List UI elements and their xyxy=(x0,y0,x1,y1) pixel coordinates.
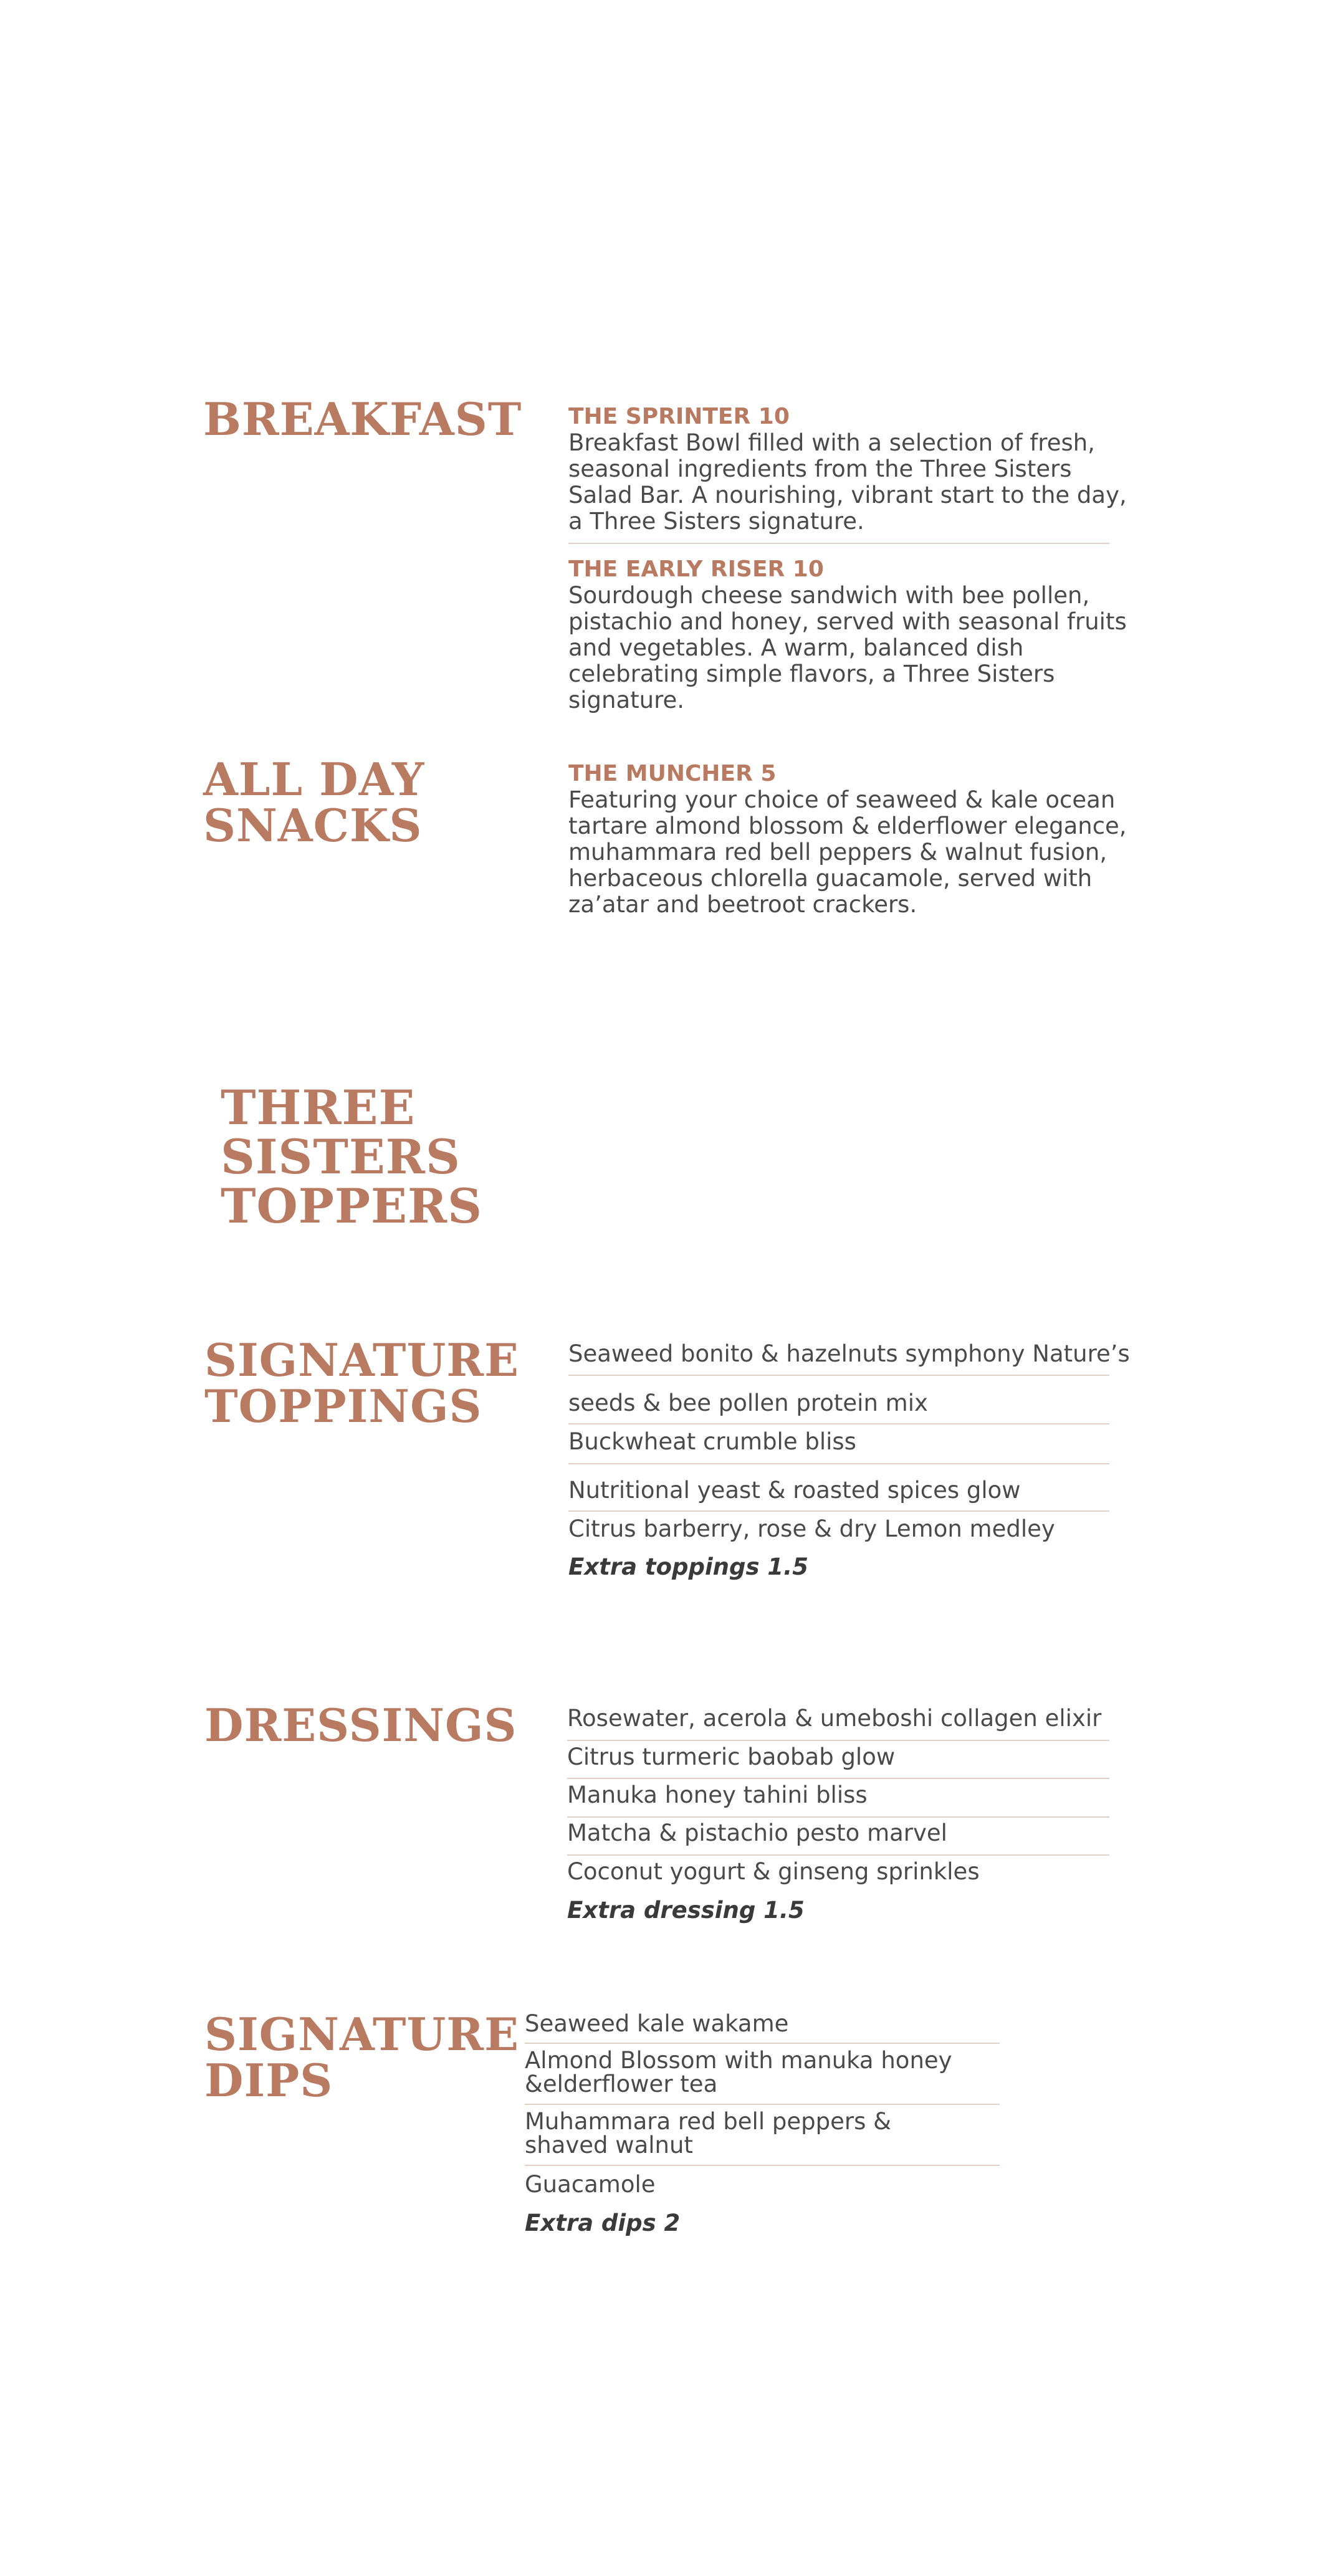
all-day-snacks-heading: ALL DAY SNACKS xyxy=(203,753,425,852)
divider xyxy=(525,2043,1000,2044)
signature-toppings-heading: SIGNATURE TOPPINGS xyxy=(204,1333,519,1433)
item-description: Featuring your choice of seaweed & kale ocean tartare almond blossom & elderflower elegance, muhammara red bell peppers & walnut fusion, herbaceous chlorella guacamole, served with za’atar and beetroot crackers. xyxy=(568,786,1127,918)
breakfast-item-sprinter xyxy=(568,404,1142,535)
divider xyxy=(567,1778,1109,1779)
dip-item: Almond Blossom with manuka honey &elderflower tea xyxy=(525,2047,952,2097)
divider xyxy=(567,1816,1109,1818)
divider xyxy=(525,2165,1000,2166)
breakfast-item-early-riser xyxy=(568,556,1142,713)
topping-item: seeds & bee pollen protein mix xyxy=(568,1390,928,1416)
item-title: THE EARLY RISER 10 xyxy=(568,556,824,582)
item-title: THE SPRINTER 10 xyxy=(568,404,790,429)
extra-dips-price: Extra dips 2 xyxy=(525,2210,681,2236)
breakfast-heading: BREAKFAST xyxy=(203,393,522,446)
divider xyxy=(568,1375,1109,1376)
dip-item: Seaweed kale wakame xyxy=(525,2010,789,2037)
topping-item: Buckwheat crumble bliss xyxy=(568,1428,856,1455)
dressings-heading: DRESSINGS xyxy=(204,1699,517,1752)
dressing-item: Rosewater, acerola & umeboshi collagen elixir xyxy=(567,1705,1102,1732)
divider xyxy=(567,1740,1109,1741)
dip-item: Muhammara red bell peppers & shaved walnut xyxy=(525,2108,891,2159)
topping-item: Citrus barberry, rose & dry Lemon medley xyxy=(568,1515,1055,1542)
dressing-item: Citrus turmeric baobab glow xyxy=(567,1744,896,1770)
three-sisters-toppers-title: THREE SISTERS TOPPERS xyxy=(221,1080,483,1234)
extra-toppings-price: Extra toppings 1.5 xyxy=(568,1553,808,1580)
topping-item: Nutritional yeast & roasted spices glow xyxy=(568,1477,1021,1504)
snack-item-muncher xyxy=(568,761,1148,918)
dressing-item: Coconut yogurt & ginseng sprinkles xyxy=(567,1858,980,1885)
topping-item: Seaweed bonito & hazelnuts symphony Nature’s xyxy=(568,1340,1130,1367)
extra-dressing-price: Extra dressing 1.5 xyxy=(567,1897,805,1924)
divider xyxy=(567,1854,1109,1856)
signature-dips-heading: SIGNATURE DIPS xyxy=(204,2008,519,2107)
divider xyxy=(568,543,1109,544)
dressing-item: Manuka honey tahini bliss xyxy=(567,1782,868,1808)
item-description: Breakfast Bowl filled with a selection of fresh, seasonal ingredients from the Three Sisters Salad Bar. A nourishing, vibrant start to the day, a Three Sisters signature. xyxy=(568,429,1127,535)
divider xyxy=(568,1423,1109,1424)
dip-item: Guacamole xyxy=(525,2171,656,2198)
item-title: THE MUNCHER 5 xyxy=(568,761,777,786)
divider xyxy=(568,1510,1109,1512)
divider xyxy=(525,2104,1000,2105)
dressing-item: Matcha & pistachio pesto marvel xyxy=(567,1820,947,1846)
item-description: Sourdough cheese sandwich with bee pollen, pistachio and honey, served with seasonal fruits and vegetables. A warm, balanced dish celebrating simple flavors, a Three Sisters signature. xyxy=(568,582,1127,713)
divider xyxy=(568,1463,1109,1464)
